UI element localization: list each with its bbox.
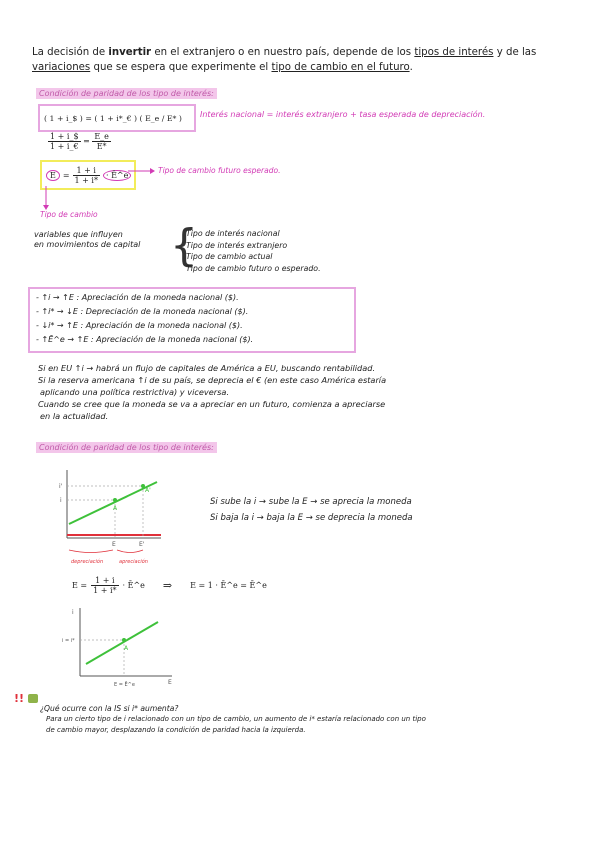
rule-line: Si baja la i → baja la E → se deprecia la moneda <box>210 513 413 523</box>
formula-note: Interés nacional = interés extranjero + tasa esperada de depreciación. <box>200 110 486 119</box>
effect-row: - ↑Ē^e → ↑E : Apreciación de la moneda nacional ($). <box>36 335 254 344</box>
note-line: en la actualidad. <box>40 411 109 421</box>
ratio-formula: $\frac{1 + i\_\$}{1 + i\_€}$ = $\frac{E\_e}{E*}$ <box>50 132 109 151</box>
boxed-tail: · Ē^e <box>103 170 131 181</box>
variable-item: Tipo de cambio actual <box>186 252 273 261</box>
implies-symbol: ⇒ <box>162 579 173 592</box>
graph2-point-a <box>122 638 126 642</box>
intro-underline: variaciones <box>32 62 91 73</box>
effect-result: ↑E <box>76 335 89 344</box>
graph1-point-a <box>113 498 117 502</box>
ratio-num: 1 + i_$ <box>50 132 79 141</box>
equation-row <box>72 576 267 595</box>
graph1-depr-brace <box>69 550 113 553</box>
effect-row: - ↑i* → ↓E : Depreciación de la moneda nacional ($). <box>36 307 249 316</box>
graph1-xe2: E' <box>139 541 145 548</box>
exchange-label: Tipo de cambio <box>40 210 98 219</box>
intro-text: . <box>409 62 413 73</box>
effect-text: Apreciación de la moneda nacional ($). <box>81 293 239 302</box>
exclamation-marks: !! <box>14 692 25 705</box>
graph1-y-label1: i' <box>59 483 63 490</box>
graph1-a-label: A <box>113 505 118 512</box>
note-line: Cuando se cree que la moneda se va a apreciar en un futuro, comienza a apreciarse <box>38 399 386 409</box>
variable-item: Tipo de interés extranjero <box>186 240 288 250</box>
effect-result: ↑E <box>66 321 78 330</box>
ratio-den: 1 + i_€ <box>50 142 79 151</box>
boxed-lhs: E <box>46 170 60 181</box>
graph2-green-line <box>86 622 158 664</box>
graph1-apr: apreciación <box>119 559 148 565</box>
graph2-y-mark: i = i* <box>62 638 75 644</box>
ratio-rhs-num: E_e <box>94 132 109 141</box>
intro-text: y de las <box>493 47 537 58</box>
section2-heading: Condición de paridad de los tipo de interés: <box>36 442 217 453</box>
notes-block <box>38 362 558 422</box>
eq-left: E = <box>72 581 88 590</box>
variable-item: Tipo de interés nacional <box>186 229 280 238</box>
intro-text: La decisión de <box>32 47 109 58</box>
intro-text: en el extranjero o en nuestro país, depende de los <box>151 47 415 58</box>
graph1-y-label2: i <box>60 497 62 504</box>
answer-line: de cambio mayor, desplazando la condición de paridad hacia la izquierda. <box>46 726 306 734</box>
eq-tail: · Ē^e <box>122 581 145 590</box>
eq-num: 1 + i <box>91 576 118 586</box>
effect-cause: ↓i* <box>41 321 55 330</box>
variables-left-line: variables que influyen <box>34 230 123 239</box>
section1-heading: Condición de paridad de los tipo de interés: <box>36 88 217 99</box>
graph2-x-axis-label: E <box>168 679 172 686</box>
main-formula: ( 1 + i_$ ) = ( 1 + i*_€ ) ( E_e / E* ) <box>38 104 196 132</box>
question-text: ¿Qué ocurre con la IS si i* aumenta? <box>40 704 179 713</box>
intro-text: que se espera que experimente el <box>90 62 272 73</box>
rule-line: Si sube la i → sube la E → se aprecia la moneda <box>210 497 412 507</box>
effects-box <box>28 287 356 353</box>
graph1-green-line <box>69 482 157 524</box>
note-line: aplicando una política restrictiva) y viceversa. <box>40 387 230 397</box>
effect-text: Apreciación de la moneda nacional ($). <box>96 335 254 344</box>
effect-text: Depreciación de la moneda nacional ($). <box>85 307 249 316</box>
graph1-depr: depreciación <box>71 559 104 565</box>
graph2 <box>60 606 180 692</box>
eq-den: 1 + i* <box>93 586 117 595</box>
effect-text: Apreciación de la moneda nacional ($). <box>85 321 243 330</box>
books-icon <box>28 694 38 703</box>
graph2-x-mark: E = Ē^e <box>114 682 135 688</box>
graph1-a2-label: A' <box>145 487 151 494</box>
eq-right: E = 1 · Ē^e = Ē^e <box>190 581 267 590</box>
note-line: Si en EU ↑i → habrá un flujo de capitales de América a EU, buscando rentabilidad. <box>38 363 376 373</box>
answer-line: Para un cierto tipo de i relacionado con un tipo de cambio, un aumento de i* estaría relacionado con un tipo <box>46 715 426 723</box>
graph1-xe: E <box>112 541 116 548</box>
ratio-rhs-den: E* <box>96 142 107 151</box>
boxed-den: 1 + i* <box>74 175 98 185</box>
effect-cause: ↑i <box>41 293 51 302</box>
effect-cause: ↑i* <box>41 307 55 316</box>
variables-list <box>186 228 321 274</box>
boxed-num: 1 + i <box>73 166 100 176</box>
effect-result: ↑E <box>62 293 74 302</box>
variables-left <box>34 230 140 250</box>
annotation-arrows <box>0 0 600 240</box>
effect-row: - ↓i* → ↑E : Apreciación de la moneda nacional ($). <box>36 321 243 330</box>
variable-item: Tipo de cambio futuro o esperado. <box>186 263 321 273</box>
boxed-formula: E = $\frac{1 + i}{1 + i*}$ · Ē^e <box>40 160 136 190</box>
effect-result: ↓E <box>66 307 78 316</box>
question-block <box>40 703 588 736</box>
expected-arrowhead <box>150 168 155 174</box>
graph1-apr-brace <box>117 550 143 553</box>
rules <box>210 494 413 526</box>
graph2-y-label: i <box>72 609 74 616</box>
effect-row: - ↑i → ↑E : Apreciación de la moneda nacional ($). <box>36 293 239 302</box>
graph2-a-label: A <box>124 645 129 652</box>
expected-label: Tipo de cambio futuro esperado. <box>158 166 281 175</box>
intro-underline: tipos de interés <box>414 47 494 58</box>
intro-bold: invertir <box>108 47 152 58</box>
brace: { <box>170 220 198 271</box>
graph1 <box>55 462 165 572</box>
note-line: Si la reserva americana ↑i de su país, se deprecia el € (en este caso América estaría <box>38 375 387 385</box>
effect-cause: ↑Ē^e <box>41 335 65 344</box>
variables-left-line: en movimientos de capital <box>34 240 141 249</box>
intro-underline: tipo de cambio en el futuro <box>271 62 410 73</box>
